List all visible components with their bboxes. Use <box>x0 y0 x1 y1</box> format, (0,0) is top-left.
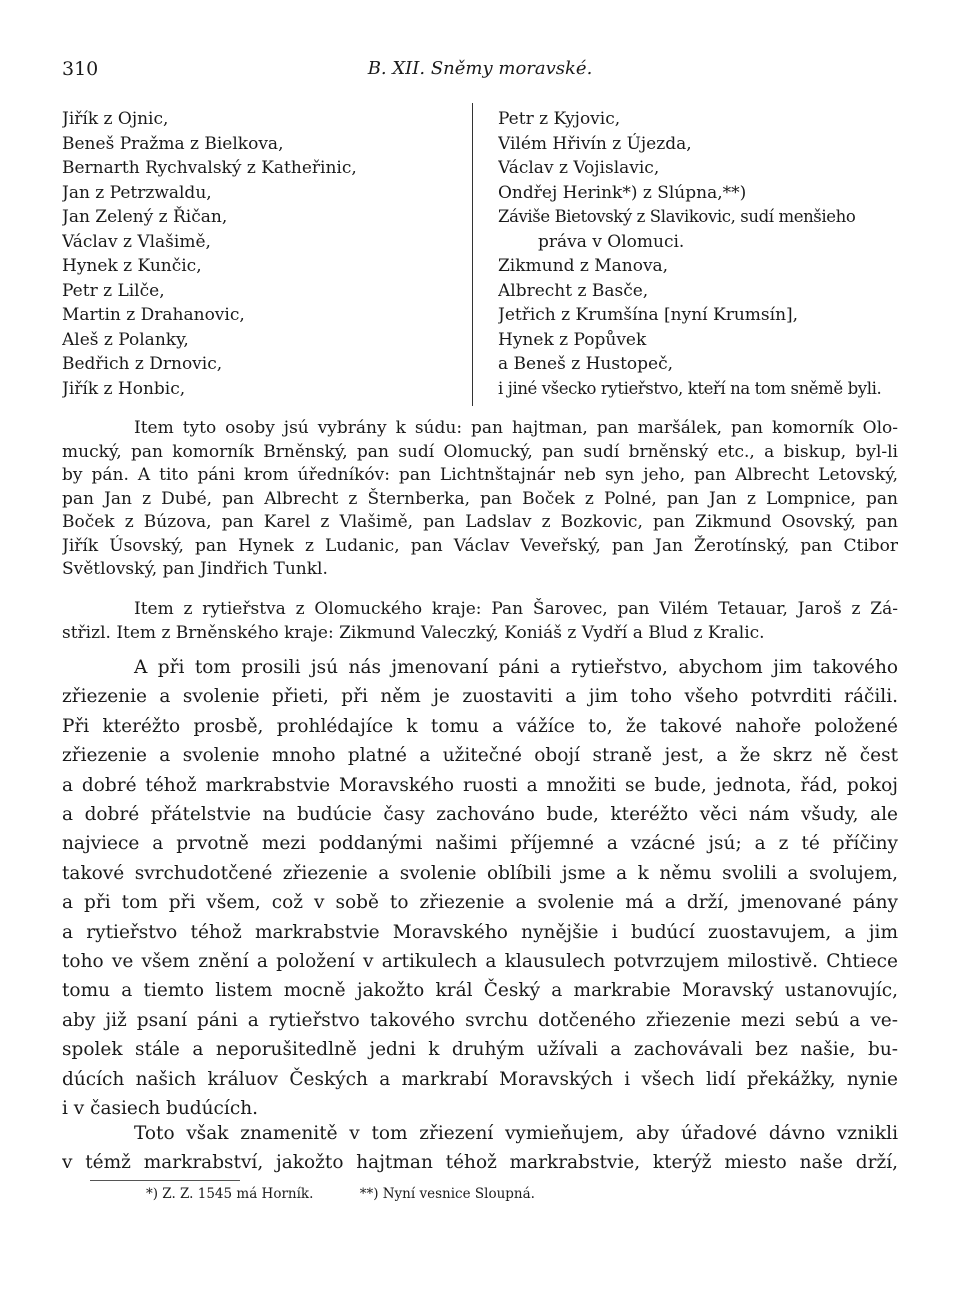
list-item: Záviše Bietovský z Slavikovic, sudí menšieho <box>498 207 856 226</box>
text-line: spolek stále a neporušitedlně jedni k druhým užívali a zachovávali bez našie, bu- <box>62 1039 898 1061</box>
list-item: Petr z Lilče, <box>62 280 165 301</box>
list-item: Bernarth Rychvalský z Katheřinic, <box>62 158 357 178</box>
text-line: Jiřík Úsovský, pan Hynek z Ludanic, pan Václav Veveřský, pan Jan Žerotínský, pan Ctibor <box>62 535 898 556</box>
list-item: Hynek z Popůvek <box>498 329 647 350</box>
text-line: i v časiech budúcích. <box>62 1098 258 1120</box>
text-line: by pán. A tito páni krom úředníkóv: pan Lichtnštajnár neb syn jeho, pan Albrecht Letovský, <box>62 465 898 485</box>
text-line: střizl. Item z Brněnského kraje: Zikmund Valeczký, Koniáš z Vydří a Blud z Kralic. <box>62 622 765 643</box>
running-head: B. XII. Sněmy moravské. <box>367 58 593 79</box>
text-line: Světlovský, pan Jindřich Tunkl. <box>62 559 328 579</box>
list-item: a Beneš z Hustopeč, <box>498 354 674 374</box>
list-item: Beneš Pražma z Bielkova, <box>62 133 284 154</box>
text-line: a rytieřstvo téhož markrabstvie Moravského nynějšie i budúcí zuostavujem, a jim <box>62 921 898 943</box>
text-line: v témž markrabství, jakožto hajtman téhož markrabstvie, kterýž miesto naše drží, <box>62 1152 898 1174</box>
text-line: zřiezenie a svolenie mnoho platné a užitečné obojí straně jest, a že skrz ně čest <box>62 745 898 767</box>
text-line: a při tom při všem, což v sobě to zřiezenie a svolenie má a drží, jmenované pány <box>62 892 898 914</box>
list-item: Martin z Drahanovic, <box>62 305 245 325</box>
text-line: aby již psaní páni a rytieřstvo takového svrchu dotčeného zřiezenie mezi sebú a ve- <box>62 1009 898 1031</box>
paragraph-court-members <box>62 417 898 582</box>
text-line: Item tyto osoby jsú vybrány k súdu: pan hajtman, pan maršálek, pan komorník Olo- <box>134 418 898 438</box>
list-item: i jiné všecko rytieřstvo, kteří na tom sněmě byli. <box>498 378 882 398</box>
footnotes <box>146 1186 535 1202</box>
text-line: dúcích našich králuov Českých a markrabí Moravských i všech lidí překážky, nynie <box>62 1068 898 1090</box>
footnote-1: *) Z. Z. 1545 má Horník. <box>146 1186 314 1202</box>
text-line: Boček z Búzova, pan Karel z Vlašimě, pan Ladslav z Bozkovic, pan Zikmund Osovský, pan <box>62 512 898 532</box>
paragraph-confirmation <box>62 653 898 1124</box>
list-item: Petr z Kyjovic, <box>498 109 621 129</box>
footnote-rule <box>90 1180 240 1181</box>
list-item: Hynek z Kunčic, <box>62 256 202 276</box>
text-line: toho ve všem znění a položení v artikulech a klausulech potvrzujem milostivě. Chtiece <box>62 951 898 973</box>
text-line: a dobré téhož markrabstvie Moravského ruosti a množiti se bude, jednota, řád, pokoj <box>62 774 898 796</box>
text-line: Při kteréžto prosbě, prohlédajíce k tomu a vážíce to, že takové nahoře položené <box>62 715 898 737</box>
list-item: Jan z Petrzwaldu, <box>62 182 212 203</box>
list-item: Václav z Vojislavic, <box>498 158 660 178</box>
list-item: Aleš z Polanky, <box>62 329 189 350</box>
text-line: A při tom prosili jsú nás jmenovaní páni a rytieřstvo, abychom jim takového <box>134 657 898 678</box>
page-number: 310 <box>62 58 99 80</box>
right-name-list <box>498 107 908 401</box>
paragraph-exception <box>62 1119 898 1178</box>
text-line: a dobré přátelstvie na budúcie časy zachováno bude, kteréžto věci nám všudy, ale <box>62 804 898 826</box>
list-item: Jetřich z Krumšína [nyní Krumsín], <box>498 305 799 325</box>
left-name-list <box>62 107 462 401</box>
list-item: Zikmund z Manova, <box>498 256 669 276</box>
text-line: Item z rytieřstva z Olomuckého kraje: Pan Šarovec, pan Vilém Tetauar, Jaroš z Zá- <box>134 599 898 619</box>
list-item: práva v Olomuci. <box>538 231 685 252</box>
list-item: Jiřík z Ojnic, <box>62 109 169 129</box>
list-item: Václav z Vlašimě, <box>62 231 211 252</box>
text-line: takové svrchudotčené zřiezenie a svolenie oblíbili jsme a k němu svolili a svolujem, <box>62 862 898 884</box>
text-line: zřiezenie a svolenie přieti, při něm je zuostaviti a jim toho všeho potvrditi ráčili. <box>62 686 898 708</box>
list-item: Albrecht z Basče, <box>498 280 649 301</box>
list-item: Vilém Hřivín z Újezda, <box>498 133 692 154</box>
text-line: mucký, pan komorník Brněnský, pan sudí Olomucký, pan sudí brněnský etc., a biskup, byl-li <box>62 441 898 462</box>
paragraph-knights <box>62 598 898 645</box>
footnote-2: **) Nyní vesnice Sloupná. <box>359 1186 535 1202</box>
page-header <box>62 58 898 84</box>
list-item: Ondřej Herink*) z Slúpna,**) <box>498 182 747 203</box>
text-line: Toto však znamenitě v tom zřiezení vymieňujem, aby úřadové dávno vznikli <box>134 1123 898 1144</box>
list-item: Jiřík z Honbic, <box>62 378 186 399</box>
list-item: Jan Zelený z Řičan, <box>62 207 228 227</box>
text-line: pan Jan z Dubé, pan Albrecht z Šternberka, pan Boček z Polné, pan Jan z Lompnice, pan <box>62 488 898 509</box>
text-line: najviece a prvotně mezi poddanými našimi příjemné a vzácné jsú; a z té příčiny <box>62 833 898 855</box>
list-item: Bedřich z Drnovic, <box>62 354 223 374</box>
column-divider <box>472 103 473 406</box>
text-line: tomu a tiemto listem mocně jakožto král Český a markrabie Moravský ustanovujíc, <box>62 980 898 1002</box>
